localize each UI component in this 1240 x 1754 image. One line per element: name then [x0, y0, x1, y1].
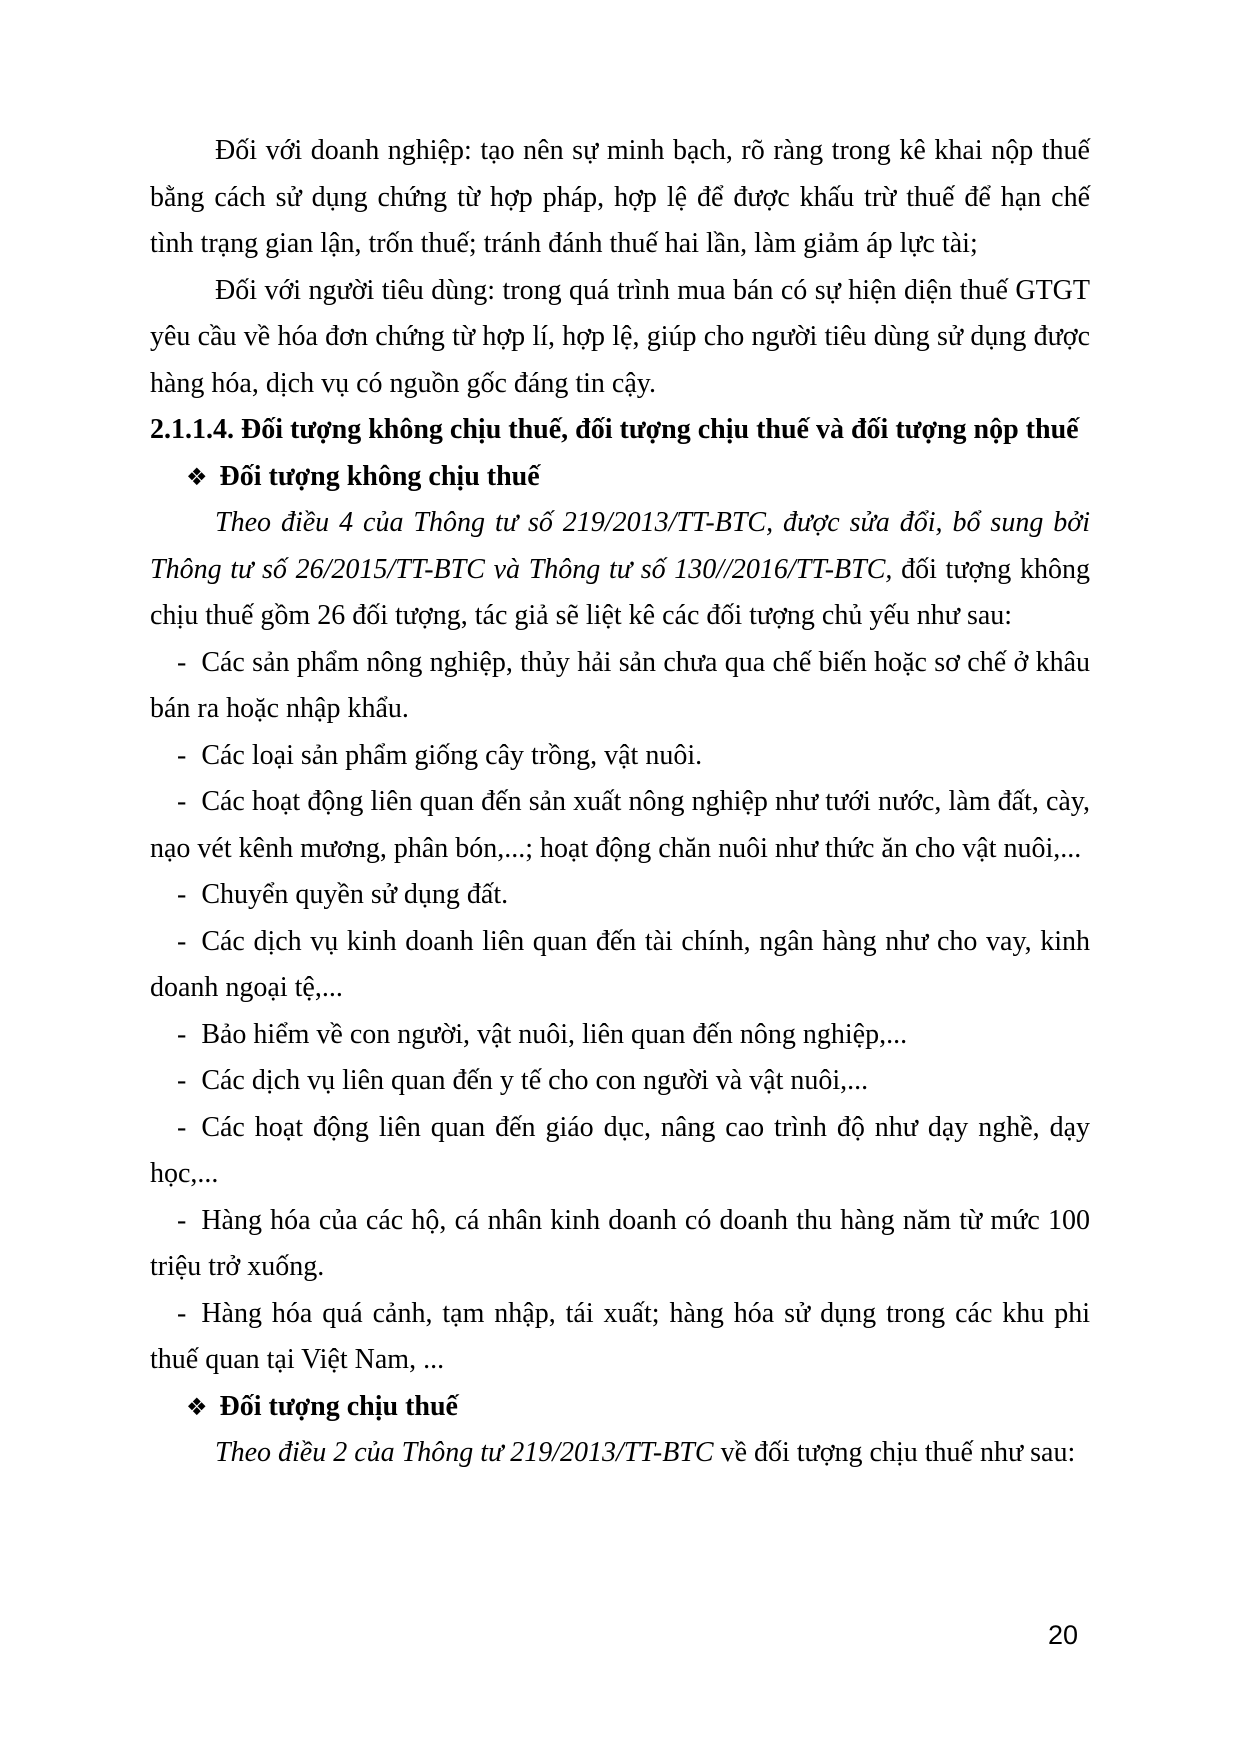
subsection-non-taxable	[150, 454, 1090, 501]
citation-continuation: về đối tượng chịu thuế như sau:	[713, 1437, 1076, 1468]
dash-marker: -	[177, 1204, 187, 1236]
diamond-bullet-icon: ❖	[186, 1392, 208, 1421]
list-item	[150, 1198, 1090, 1291]
dash-marker: -	[177, 925, 187, 957]
section-heading: 2.1.1.4. Đối tượng không chịu thuế, đối tượng chịu thuế và đối tượng nộp thuế	[150, 414, 1079, 445]
list-item	[150, 733, 1090, 780]
dash-marker: -	[177, 1065, 187, 1096]
diamond-bullet-icon: ❖	[186, 462, 208, 491]
paragraph-circular-reference-1	[150, 500, 1090, 640]
subsection-title: Đối tượng không chịu thuế	[219, 460, 540, 492]
citation-italic: Theo điều 2 của Thông tư 219/2013/TT-BTC	[215, 1437, 714, 1468]
list-item	[150, 1058, 1090, 1105]
dash-marker: -	[177, 879, 187, 910]
list-item-text: Chuyển quyền sử dụng đất.	[201, 879, 509, 910]
citation-italic: Theo điều 4 của Thông tư số 219/2013/TT-BTC, được sửa đổi, bổ sung bởi Thông tư số 26/2015/TT-BTC và Thông tư số 130//2016/TT-BTC,	[150, 507, 1090, 585]
list-item-text: Các hoạt động liên quan đến giáo dục, nâng cao trình độ như dạy nghề, dạy học,...	[150, 1111, 1090, 1189]
dash-marker: -	[177, 1018, 187, 1050]
dash-marker: -	[177, 646, 187, 678]
list-item-text: Bảo hiểm về con người, vật nuôi, liên quan đến nông nghiệp,...	[201, 1018, 908, 1050]
dash-marker: -	[177, 1111, 187, 1143]
list-item-text: Các dịch vụ kinh doanh liên quan đến tài chính, ngân hàng như cho vay, kinh doanh ngoại tệ,...	[150, 925, 1090, 1003]
citation-continuation: đối tượng không chịu thuế gồm 26 đối tượng, tác giả sẽ liệt kê các đối tượng chủ yếu như sau:	[150, 553, 1090, 631]
list-item	[150, 640, 1090, 733]
dash-marker: -	[177, 739, 187, 771]
document-body	[150, 128, 1090, 1477]
list-item	[150, 1291, 1090, 1384]
paragraph-circular-reference-2	[150, 1430, 1090, 1477]
page-number: 20	[1047, 1620, 1078, 1650]
list-item-text: Các sản phẩm nông nghiệp, thủy hải sản chưa qua chế biến hoặc sơ chế ở khâu bán ra hoặc nhập khẩu.	[150, 646, 1090, 724]
list-item-text: Hàng hóa của các hộ, cá nhân kinh doanh có doanh thu hàng năm từ mức 100 triệu trở xuống.	[150, 1204, 1090, 1282]
subsection-title: Đối tượng chịu thuế	[219, 1390, 458, 1422]
list-item-text: Các hoạt động liên quan đến sản xuất nông nghiệp như tưới nước, làm đất, cày, nạo vét kênh mương, phân bón,...; hoạt động chăn nuôi như thức ăn cho vật nuôi,...	[150, 786, 1090, 864]
list-item	[150, 1012, 1090, 1059]
list-item-text: Các dịch vụ liên quan đến y tế cho con người và vật nuôi,...	[201, 1065, 869, 1096]
list-item-text: Hàng hóa quá cảnh, tạm nhập, tái xuất; hàng hóa sử dụng trong các khu phi thuế quan tại Việt Nam, ...	[150, 1297, 1090, 1375]
paragraph-business-benefit: Đối với doanh nghiệp: tạo nên sự minh bạch, rõ ràng trong kê khai nộp thuế bằng cách sử dụng chứng từ hợp pháp, hợp lệ để được khấu trừ thuế để hạn chế tình trạng gian lận, trốn thuế; tránh đánh thuế hai lần, làm giảm áp lực tài;	[150, 135, 1090, 259]
dash-marker: -	[177, 1297, 187, 1329]
list-item	[150, 779, 1090, 872]
list-item	[150, 872, 1090, 919]
dash-marker: -	[177, 786, 187, 817]
list-item-text: Các loại sản phẩm giống cây trồng, vật nuôi.	[201, 739, 703, 771]
list-item	[150, 919, 1090, 1012]
list-item	[150, 1105, 1090, 1198]
subsection-taxable	[150, 1384, 1090, 1431]
paragraph-consumer-benefit: Đối với người tiêu dùng: trong quá trình mua bán có sự hiện diện thuế GTGT yêu cầu về hóa đơn chứng từ hợp lí, hợp lệ, giúp cho người tiêu dùng sử dụng được hàng hóa, dịch vụ có nguồn gốc đáng tin cậy.	[150, 274, 1090, 399]
